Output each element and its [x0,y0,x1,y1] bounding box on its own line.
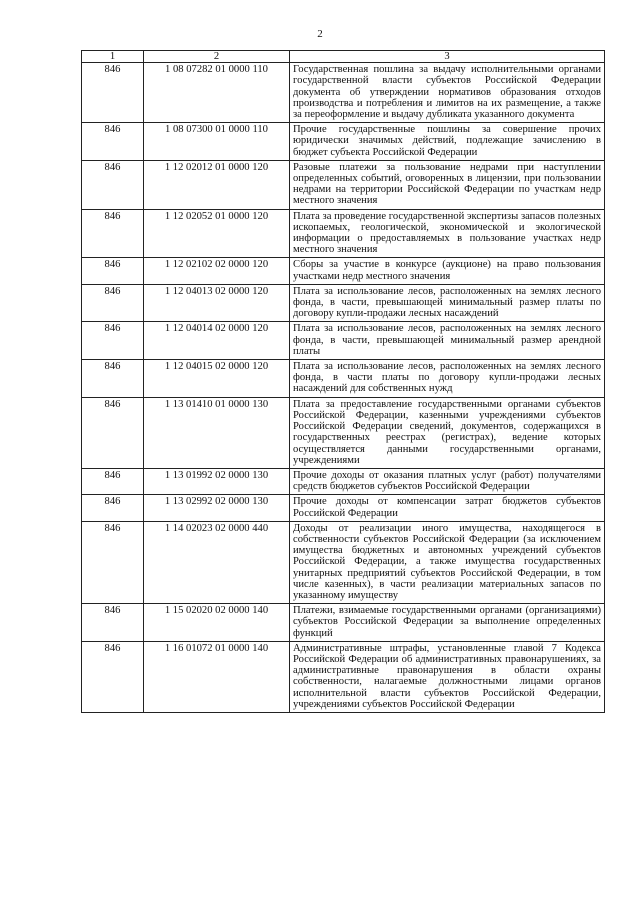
admin-code-cell: 846 [82,604,144,642]
revenue-name-cell: Платежи, взимаемые государственными органами (организациями) субъектов Российской Федерации за выполнение определенных функций [290,604,605,642]
revenue-name-cell: Плата за проведение государственной экспертизы запасов полезных ископаемых, геологической, экономической и экологической информации о предоставляемых в пользование участках недр местного значения [290,209,605,258]
budget-code-cell: 1 13 01410 01 0000 130 [144,397,290,468]
revenue-name-cell: Прочие доходы от оказания платных услуг (работ) получателями средств бюджетов субъектов Российской Федерации [290,468,605,494]
header-cell-3: 3 [290,51,605,63]
table-row [82,209,605,258]
admin-code-cell: 846 [82,360,144,398]
header-cell-2: 2 [144,51,290,63]
budget-code-cell: 1 15 02020 02 0000 140 [144,604,290,642]
table-row [82,397,605,468]
page-number: 2 [317,28,323,40]
admin-code-cell: 846 [82,468,144,494]
table-header-row [82,51,605,63]
table-row [82,322,605,360]
budget-code-cell: 1 16 01072 01 0000 140 [144,641,290,712]
table-row [82,284,605,322]
budget-code-cell: 1 13 02992 02 0000 130 [144,495,290,521]
admin-code-cell: 846 [82,495,144,521]
budget-code-cell: 1 12 02052 01 0000 120 [144,209,290,258]
budget-code-cell: 1 08 07300 01 0000 110 [144,123,290,161]
budget-code-cell: 1 12 04013 02 0000 120 [144,284,290,322]
revenue-name-cell: Прочие государственные пошлины за совершение прочих юридически значимых действий, подлежащие зачислению в бюджет субъекта Российской Федерации [290,123,605,161]
revenue-codes-table [81,50,605,713]
revenue-name-cell: Плата за использование лесов, расположенных на землях лесного фонда, в части, превышающей минимальный размер платы по договору купли-продажи лесных насаждений [290,284,605,322]
admin-code-cell: 846 [82,160,144,209]
revenue-name-cell: Сборы за участие в конкурсе (аукционе) на право пользования участками недр местного значения [290,258,605,284]
admin-code-cell: 846 [82,123,144,161]
table-row [82,521,605,603]
admin-code-cell: 846 [82,209,144,258]
admin-code-cell: 846 [82,397,144,468]
budget-code-cell: 1 13 01992 02 0000 130 [144,468,290,494]
admin-code-cell: 846 [82,284,144,322]
table-row [82,123,605,161]
budget-code-cell: 1 12 02012 01 0000 120 [144,160,290,209]
admin-code-cell: 846 [82,641,144,712]
table-row [82,160,605,209]
admin-code-cell: 846 [82,521,144,603]
table-row [82,604,605,642]
admin-code-cell: 846 [82,322,144,360]
table-row [82,468,605,494]
revenue-name-cell: Доходы от реализации иного имущества, находящегося в собственности субъектов Российской Федерации (за исключением имущества бюджетных и автономных учреждений субъектов Российской Федерации, а также имущества государственных унитарных предприятий субъектов Российской Федерации, в том числе казенных), в части реализации материальных запасов по указанному имуществу [290,521,605,603]
revenue-name-cell: Плата за использование лесов, расположенных на землях лесного фонда, в части платы по договору купли-продажи лесных насаждений для собственных нужд [290,360,605,398]
revenue-name-cell: Разовые платежи за пользование недрами при наступлении определенных событий, оговоренных в лицензии, при пользовании недрами на территории Российской Федерации по участкам недр местного значения [290,160,605,209]
revenue-name-cell: Административные штрафы, установленные главой 7 Кодекса Российской Федерации об административных правонарушениях, за административные правонарушения в области охраны собственности, налагаемые должностными лицами органов исполнительной власти субъектов Российской Федерации, учреждениями субъектов Российской Федерации [290,641,605,712]
budget-code-cell: 1 12 02102 02 0000 120 [144,258,290,284]
budget-code-cell: 1 12 04015 02 0000 120 [144,360,290,398]
table-row [82,258,605,284]
budget-code-cell: 1 14 02023 02 0000 440 [144,521,290,603]
admin-code-cell: 846 [82,63,144,123]
table-row [82,360,605,398]
revenue-name-cell: Плата за предоставление государственными органами субъектов Российской Федерации, казенными учреждениями субъектов Российской Федерации сведений, документов, содержащихся в государственных реестрах (регистрах), ведение которых осуществляется данными государственными органами, учреждениями [290,397,605,468]
revenue-name-cell: Прочие доходы от компенсации затрат бюджетов субъектов Российской Федерации [290,495,605,521]
budget-code-cell: 1 12 04014 02 0000 120 [144,322,290,360]
table-row [82,641,605,712]
revenue-name-cell: Плата за использование лесов, расположенных на землях лесного фонда, в части, превышающей минимальный размер арендной платы [290,322,605,360]
table-row [82,63,605,123]
revenue-name-cell: Государственная пошлина за выдачу исполнительными органами государственной власти субъектов Российской Федерации документа об утверждении нормативов образования отходов производства и потребления и лимитов на их размещение, а также за переоформление и выдачу дубликата указанного документа [290,63,605,123]
admin-code-cell: 846 [82,258,144,284]
table-row [82,495,605,521]
header-cell-1: 1 [82,51,144,63]
budget-code-cell: 1 08 07282 01 0000 110 [144,63,290,123]
